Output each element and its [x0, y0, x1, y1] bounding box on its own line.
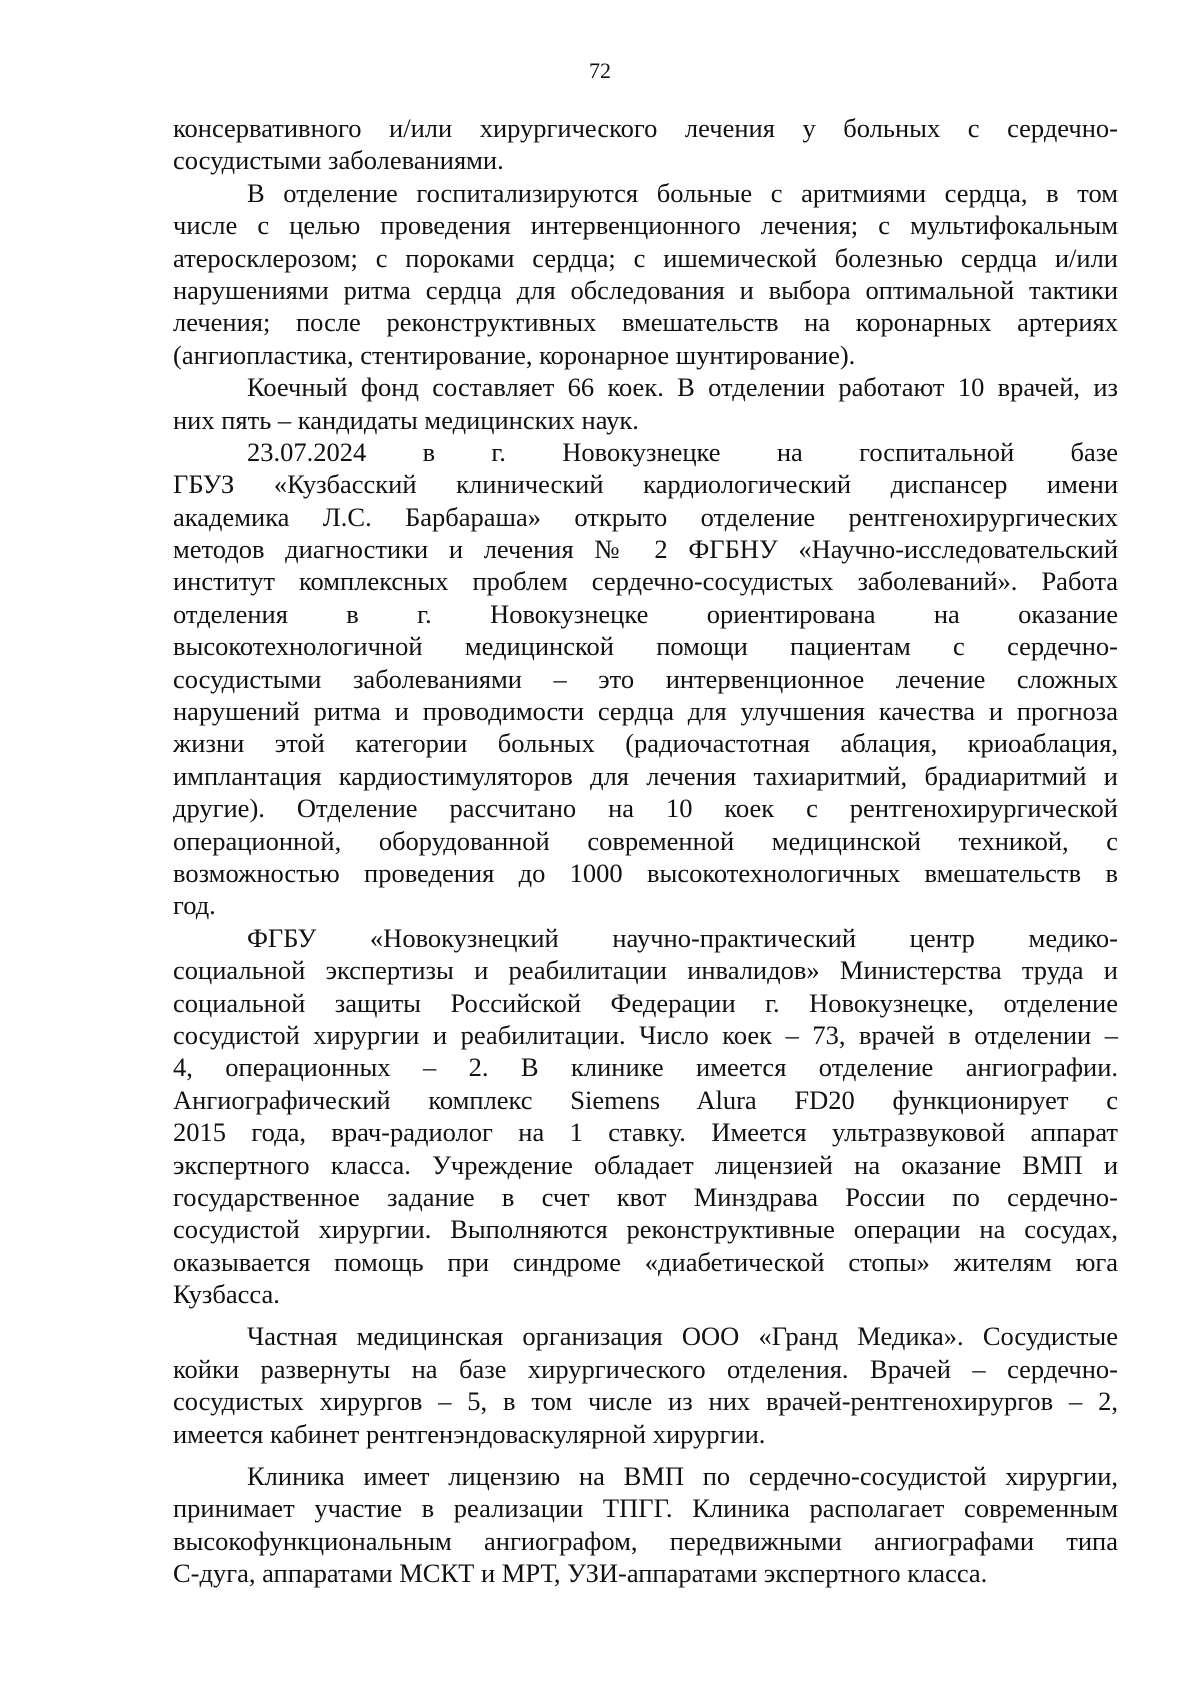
text-line: сосудистыми заболеваниями – это интервенционное лечение сложных [173, 663, 1118, 694]
paragraph [173, 1460, 1118, 1590]
paragraph-gap [173, 1310, 1118, 1320]
text-line: консервативного и/или хирургического лечения у больных с сердечно- [173, 113, 1118, 143]
text-line: оказывается помощь при синдроме «диабетической стопы» жителям юга [173, 1246, 1118, 1277]
text-line: имплантация кардиостимуляторов для лечения тахиаритмий, брадиаритмий и [173, 760, 1118, 791]
text-line: высокотехнологичной медицинской помощи пациентам с сердечно- [173, 631, 1118, 662]
text-line: академика Л.С. Барбараша» открыто отделение рентгенохирургических [173, 501, 1118, 532]
paragraph [173, 436, 1118, 922]
text-line: сосудистой хирургии. Выполняются реконструктивные операции на сосудах, [173, 1214, 1118, 1245]
text-line: социальной экспертизы и реабилитации инвалидов» Министерства труда и [173, 955, 1118, 986]
text-line: атеросклерозом; с пороками сердца; с ишемической болезнью сердца и/или [173, 242, 1118, 273]
text-line: другие). Отделение рассчитано на 10 коек с рентгенохирургической [173, 793, 1118, 824]
text-line: Коечный фонд составляет 66 коек. В отделении работают 10 врачей, из [247, 372, 1118, 403]
text-line: С-дуга, аппаратами МСКТ и МРТ, УЗИ-аппаратами экспертного класса. [173, 1558, 988, 1589]
text-line: социальной защиты Российской Федерации г. Новокузнецке, отделение [173, 987, 1118, 1018]
text-line: В отделение госпитализируются больные с аритмиями сердца, в том [247, 177, 1118, 208]
text-line: год. [173, 890, 216, 921]
text-line: операционной, оборудованной современной медицинской техникой, с [173, 825, 1118, 856]
text-line: высокофункциональным ангиографом, передвижными ангиографами типа [173, 1525, 1118, 1556]
text-line: ГБУЗ «Кузбасский клинический кардиологический диспансер имени [173, 469, 1118, 500]
text-line: сосудистых хирургов – 5, в том числе из них врачей-рентгенохирургов – 2, [173, 1386, 1118, 1417]
text-line: 23.07.2024 в г. Новокузнецке на госпитальной базе [247, 436, 1118, 467]
text-line: сосудистой хирургии и реабилитации. Число коек – 73, врачей в отделении – [173, 1019, 1118, 1050]
document-body [173, 112, 1118, 1590]
paragraph [173, 1320, 1118, 1450]
text-line: сосудистыми заболеваниями. [173, 145, 504, 176]
text-line: возможностью проведения до 1000 высокотехнологичных вмешательств в [173, 857, 1118, 888]
text-line: нарушениями ритма сердца для обследования и выбора оптимальной тактики [173, 274, 1118, 305]
paragraph [173, 922, 1118, 1311]
text-line: государственное задание в счет квот Минздрава России по сердечно- [173, 1181, 1118, 1212]
text-line: имеется кабинет рентгенэндоваскулярной хирургии. [173, 1418, 766, 1449]
text-line: отделения в г. Новокузнецке ориентирована на оказание [173, 598, 1118, 629]
paragraph [173, 112, 1118, 177]
text-line: койки развернуты на базе хирургического отделения. Врачей – сердечно- [173, 1353, 1118, 1384]
paragraph [173, 177, 1118, 371]
text-line: экспертного класса. Учреждение обладает лицензией на оказание ВМП и [173, 1149, 1118, 1180]
text-line: 2015 года, врач-радиолог на 1 ставку. Имеется ультразвуковой аппарат [173, 1117, 1118, 1148]
paragraph [173, 371, 1118, 436]
text-line: числе с целью проведения интервенционного лечения; с мультифокальным [173, 210, 1118, 241]
text-line: Частная медицинская организация ООО «Гранд Медика». Сосудистые [247, 1321, 1118, 1352]
text-line: нарушений ритма и проводимости сердца для улучшения качества и прогноза [173, 696, 1118, 727]
text-line: методов диагностики и лечения № 2 ФГБНУ «Научно-исследовательский [173, 534, 1118, 565]
text-line: жизни этой категории больных (радиочастотная аблация, криоаблация, [173, 728, 1118, 759]
text-line: них пять – кандидаты медицинских наук. [173, 404, 639, 435]
text-line: институт комплексных проблем сердечно-сосудистых заболеваний». Работа [173, 566, 1118, 597]
text-line: лечения; после реконструктивных вмешательств на коронарных артериях [173, 307, 1118, 338]
text-line: ФГБУ «Новокузнецкий научно-практический центр медико- [247, 922, 1118, 953]
text-line: Кузбасса. [173, 1279, 280, 1310]
text-line: Клиника имеет лицензию на ВМП по сердечно-сосудистой хирургии, [247, 1461, 1118, 1492]
text-line: 4, операционных – 2. В клинике имеется отделение ангиографии. [173, 1052, 1118, 1083]
text-line: (ангиопластика, стентирование, коронарное шунтирование). [173, 339, 856, 370]
text-line: Ангиографический комплекс Siemens Alura FD20 функционирует с [173, 1084, 1118, 1115]
page-number: 72 [589, 58, 611, 83]
text-line: принимает участие в реализации ТПГГ. Клиника располагает современным [173, 1493, 1118, 1524]
paragraph-gap [173, 1450, 1118, 1460]
